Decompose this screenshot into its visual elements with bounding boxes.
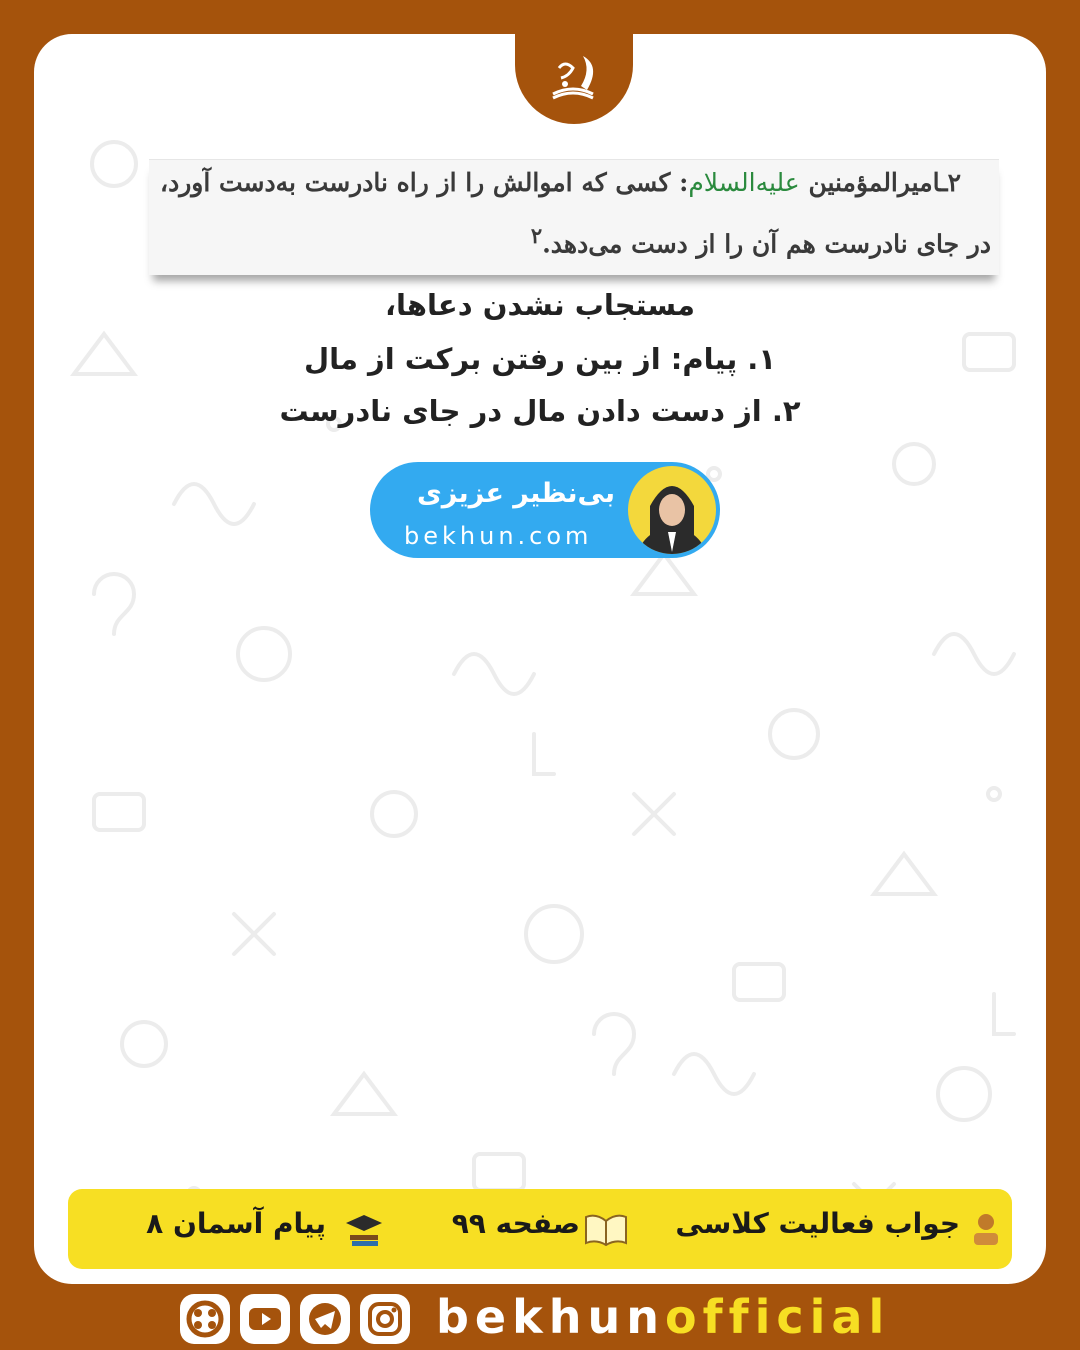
aparat-icon[interactable] bbox=[180, 1294, 230, 1344]
telegram-icon[interactable] bbox=[300, 1294, 350, 1344]
book-label: پیام آسمان ۸ bbox=[146, 1207, 326, 1240]
brand-handle[interactable] bbox=[436, 1290, 890, 1344]
quote-footnote: ۲ bbox=[530, 223, 543, 248]
youtube-icon[interactable] bbox=[240, 1294, 290, 1344]
author-site[interactable]: bekhun.com bbox=[404, 522, 593, 550]
lesson-info-bar bbox=[68, 1189, 1012, 1269]
quote-number: ۲ـ bbox=[940, 168, 961, 197]
answer-line-2: ۱. پیام: از بین رفتن برکت از مال bbox=[303, 342, 777, 376]
page-label: صفحه ۹۹ bbox=[451, 1207, 580, 1240]
brand-handle-part-1: bekhun bbox=[436, 1290, 665, 1344]
open-book-icon bbox=[582, 1211, 630, 1247]
instagram-icon[interactable] bbox=[360, 1294, 410, 1344]
bekhun-logo-badge[interactable] bbox=[515, 34, 633, 124]
content-card bbox=[34, 34, 1046, 1284]
quote-line-1-rest: : کسی که اموالش را از راه نادرست به‌دست آورد، bbox=[160, 168, 689, 197]
answer-line-3: ۲. از دست دادن مال در جای نادرست bbox=[279, 394, 801, 428]
activity-label: جواب فعالیت کلاسی bbox=[675, 1207, 960, 1240]
brand-handle-part-2: official bbox=[664, 1290, 891, 1344]
teacher-avatar-icon bbox=[628, 466, 716, 554]
author-badge[interactable] bbox=[370, 462, 720, 558]
quote-line-1 bbox=[160, 168, 961, 197]
quote-line-2-text: در جای نادرست هم آن را از دست می‌دهد. bbox=[542, 229, 991, 259]
student-icon bbox=[968, 1211, 1004, 1247]
author-name: بی‌نظیر عزیزی bbox=[416, 478, 615, 509]
book-feather-logo bbox=[539, 48, 609, 110]
graduation-cap-icon bbox=[344, 1211, 384, 1247]
quote-speaker: امیرالمؤمنین bbox=[808, 168, 941, 197]
answer-line-1: مستجاب نشدن دعاها، bbox=[385, 288, 695, 322]
quote-line-2 bbox=[531, 223, 991, 258]
social-footer bbox=[180, 1290, 900, 1346]
quote-honorific: علیه‌السلام bbox=[688, 168, 800, 197]
textbook-quote-image bbox=[149, 159, 999, 275]
